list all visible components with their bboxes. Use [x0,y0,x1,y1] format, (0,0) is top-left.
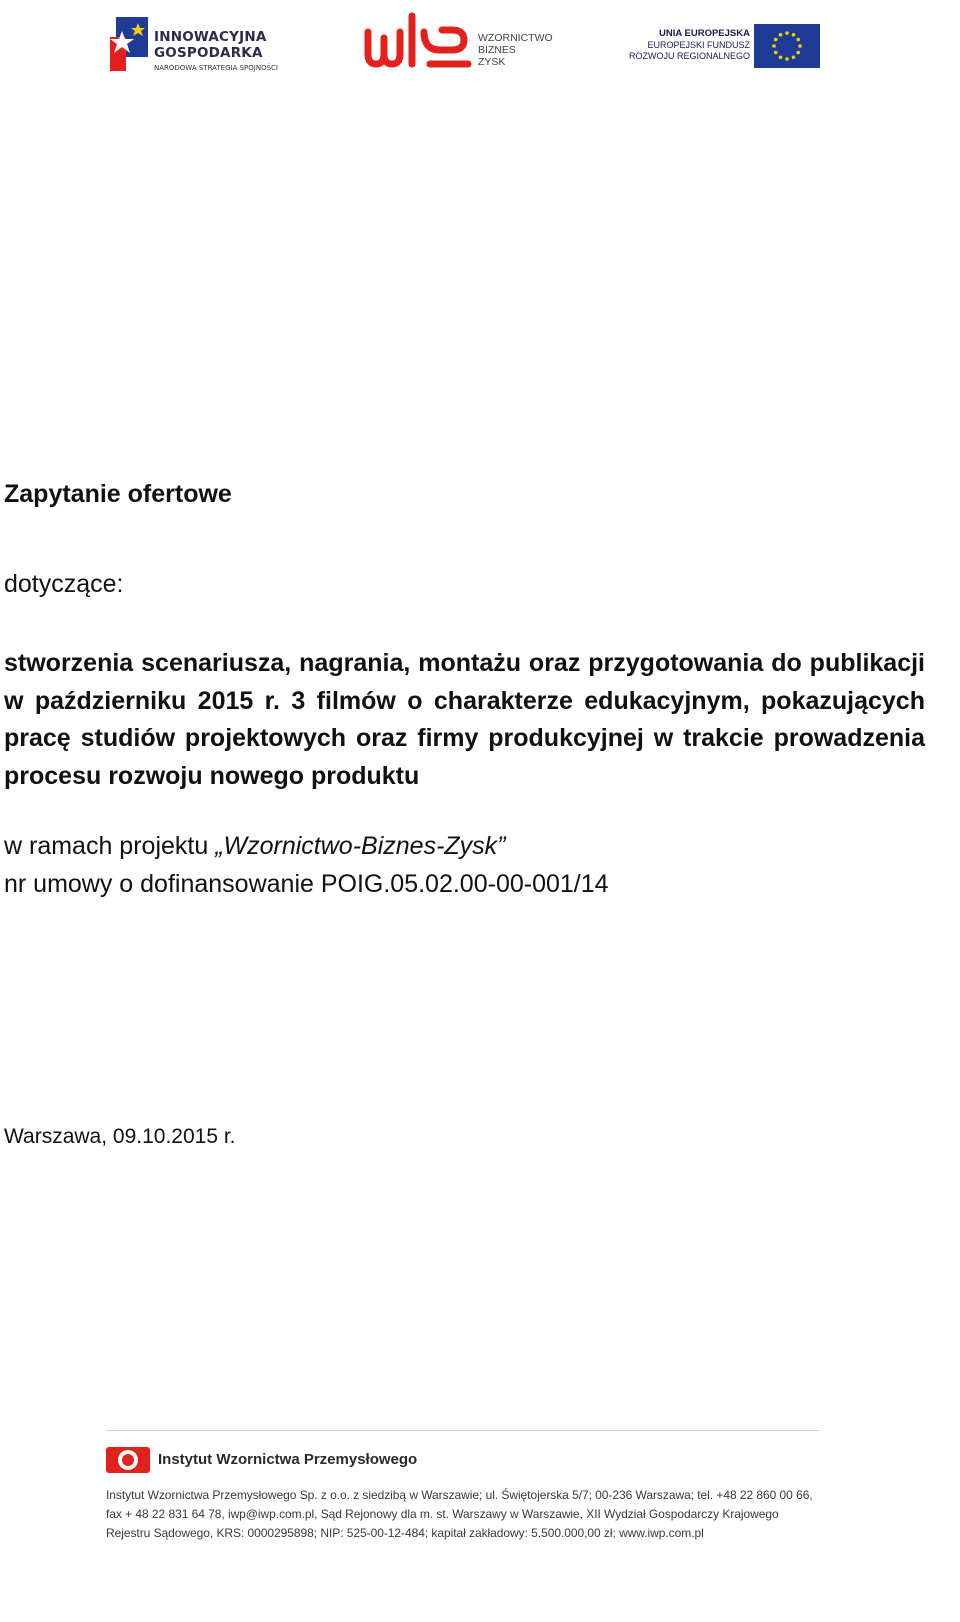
eu-star [785,31,789,35]
eu-star [785,57,789,61]
document-title: Zapytanie ofertowe [4,480,232,508]
innowacyjna-gospodarka-logo [108,15,293,75]
project-name: „Wzornictwo-Biznes-Zysk” [215,832,506,860]
project-line [4,832,506,861]
footer-line-3: Rejestru Sądowego, KRS: 0000295898; NIP: 525-00-12-484; kapitał zakładowy: 5.500.000,00 zł; www.iwp.com.pl [106,1526,704,1540]
eu-star [772,44,776,48]
wbz-line2: BIZNES [478,44,516,56]
wbz-text [478,32,553,68]
innowacyjna-gospodarka-emblem-icon [108,15,152,71]
eu-star [796,38,800,42]
footer-line-1: Instytut Wzornictwa Przemysłowego Sp. z o.o. z siedzibą w Warszawie; ul. Świętojerska 5/7; 00-236 Warszawa; tel. +48 22 860 00 66, [106,1488,813,1502]
iwp-logo-icon [106,1445,150,1475]
document-subtitle: dotyczące: [4,570,124,598]
eu-star [779,33,783,37]
eu-star [774,51,778,55]
wzornictwo-biznes-zysk-logo [364,12,564,72]
wbz-line1: WZORNICTWO [478,32,553,44]
wbz-mark-icon [364,12,474,72]
eu-star [792,33,796,37]
contract-number: nr umowy o dofinansowanie POIG.05.02.00-00-001/14 [4,870,609,898]
ue-text [628,28,750,63]
project-prefix: w ramach projektu [4,832,216,860]
ig-line3: NARODOWA STRATEGIA SPÓJNOŚCI [154,64,278,72]
eu-star [774,38,778,42]
institute-name: Instytut Wzornictwa Przemysłowego [158,1451,418,1468]
wbz-line3: ZYSK [478,56,506,68]
ue-line3: ROZWOJU REGIONALNEGO [628,51,750,61]
eu-star [798,44,802,48]
document-subject: stworzenia scenariusza, nagrania, montażu oraz przygotowania do publikacji w październiku 2015 r. 3 filmów o charakterze edukacyjnym, pokazujących pracę studiów projektowych oraz firmy produkcyjnej w trakcie prowadzenia procesu rozwoju nowego produktu [4,649,925,790]
eu-star [779,55,783,59]
eu-flag-icon [754,24,820,68]
ig-line1: INNOWACYJNA [154,29,267,45]
unia-europejska-logo [628,24,828,74]
footer-divider [106,1430,819,1431]
eu-star [792,55,796,59]
document-date: Warszawa, 09.10.2015 r. [4,1125,236,1148]
ue-line2: EUROPEJSKI FUNDUSZ [647,39,750,50]
ig-line2: GOSPODARKA [154,45,263,61]
eu-star [796,51,800,55]
footer-line-2: fax + 48 22 831 64 78, iwp@iwp.com.pl, Sąd Rejonowy dla m. st. Warszawy w Warszawie, XII Wydział Gospodarczy Krajowego [106,1507,779,1521]
ue-line1: UNIA EUROPEJSKA [659,28,750,39]
